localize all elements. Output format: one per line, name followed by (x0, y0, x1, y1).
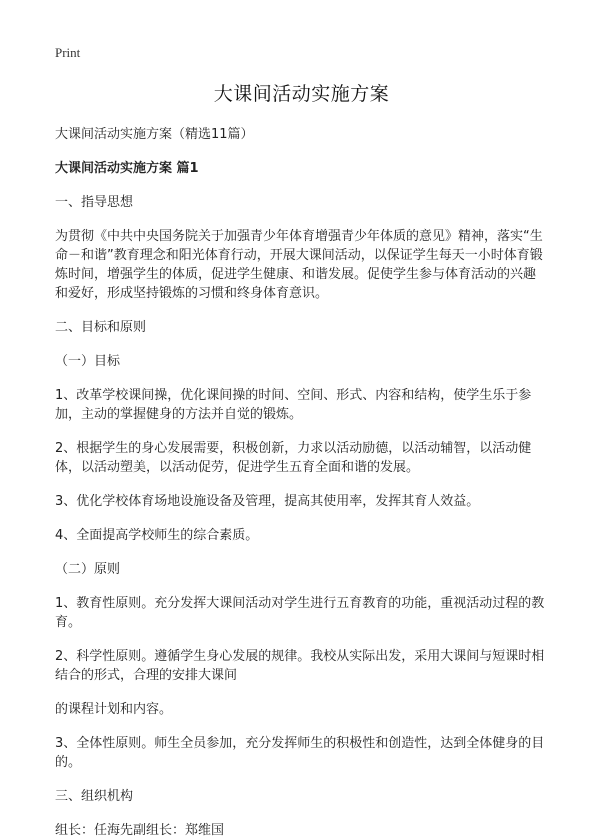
goal-item-4: 4、全面提高学校师生的综合素质。 (55, 528, 259, 543)
goal-item-1: 1、改革学校课间操，优化课间操的时间、空间、形式、内容和结构，使学生乐于参加，主动的掌握健身的方法并自觉的锻炼。 (55, 388, 532, 422)
document-subtitle: 大课间活动实施方案（精选11篇） (55, 127, 254, 142)
page-title: 大课间活动实施方案 (213, 83, 390, 105)
organization-leaders: 组长：任海先副组长：郑维国 (55, 823, 225, 838)
goal-item-3: 3、优化学校体育场地设施设备及管理，提高其使用率，发挥其育人效益。 (55, 494, 480, 509)
goal-item-2: 2、根据学生的身心发展需要，积极创新，力求以活动励德，以活动辅智，以活动健体，以活动塑美，以活动促劳，促进学生五育全面和谐的发展。 (55, 441, 532, 475)
heading-goals-principles: 二、目标和原则 (55, 320, 147, 335)
heading-organization: 三、组织机构 (55, 789, 134, 804)
print-label: Print (55, 45, 81, 60)
heading-goals: （一）目标 (55, 354, 121, 369)
heading-principles: （二）原则 (55, 562, 121, 577)
heading-guiding-ideology: 一、指导思想 (55, 195, 134, 210)
paragraph-guiding-ideology: 为贯彻《中共中央国务院关于加强青少年体育增强青少年体质的意见》精神，落实“生命－和谐”教育理念和阳光体育行动，开展大课间活动，以保证学生每天一小时体育锻炼时间，增强学生的体质，促进学生健康、和谐发展。促使学生参与体育活动的兴趣和爱好，形成坚持锻炼的习惯和终身体育意识。 (55, 229, 543, 301)
principle-item-1: 1、教育性原则。充分发挥大课间活动对学生进行五育教育的功能，重视活动过程的教育。 (55, 596, 545, 630)
section-heading: 大课间活动实施方案 篇1 (55, 161, 199, 176)
principle-item-2: 2、科学性原则。遵循学生身心发展的规律。我校从实际出发，采用大课间与短课时相结合的形式，合理的安排大课间 (55, 649, 545, 683)
principle-item-2-continued: 的课程计划和内容。 (55, 702, 173, 717)
principle-item-3: 3、全体性原则。师生全员参加，充分发挥师生的积极性和创造性，达到全体健身的目的。 (55, 736, 545, 770)
